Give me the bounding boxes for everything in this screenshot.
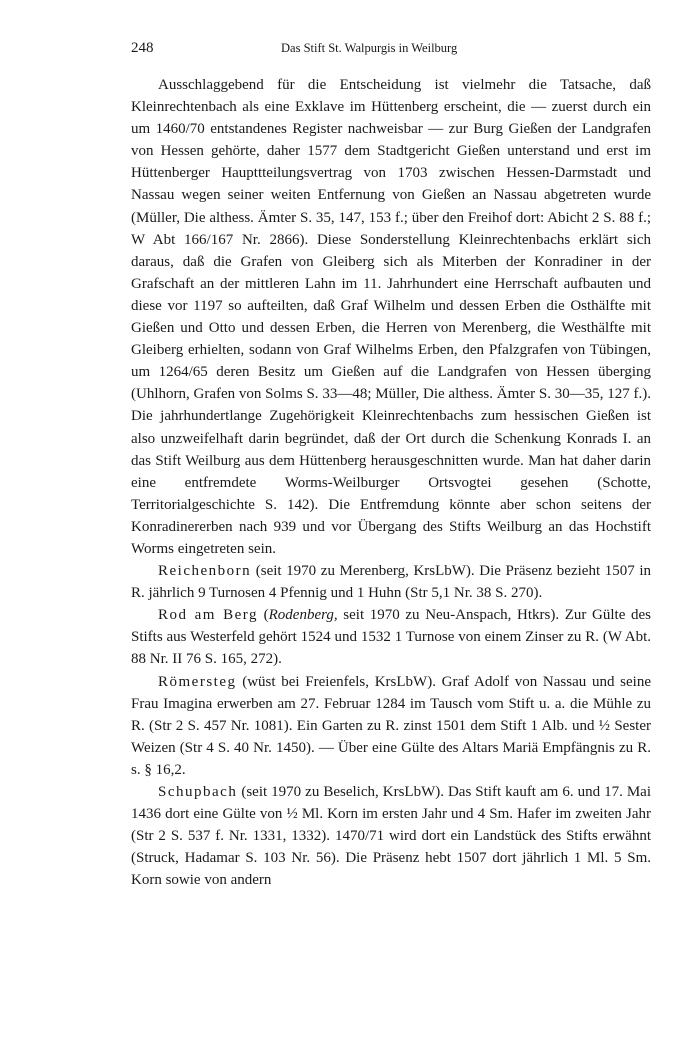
entry-roemersteg	[131, 671, 651, 781]
entry-text-prefix: (	[258, 607, 269, 624]
book-page	[131, 40, 651, 891]
entry-text: (wüst bei Freienfels, KrsLbW). Graf Adolf von Nassau und seine Frau Imagina erwerben am 27. Februar 1284 im Tausch vom Stift u. a. die Mühle zu R. (Str 2 S. 457 Nr. 1081). Ein Garten zu R. zinst 1501 dem Stift 1 Alb. und ½ Sester Weizen (Str 4 S. 40 Nr. 1450). — Über eine Gülte des Altars Mariä Empfängnis zu R. s. § 16,2.	[131, 673, 651, 778]
place-name: Rod am Berg	[158, 607, 258, 624]
entry-reichenborn	[131, 560, 651, 604]
entry-text: (seit 1970 zu Merenberg, KrsLbW). Die Präsenz bezieht 1507 in R. jährlich 9 Turnosen 4 Pfennig und 1 Huhn (Str 5,1 Nr. 38 S. 270).	[131, 563, 651, 602]
page-number: 248	[131, 40, 154, 56]
running-title: Das Stift St. Walpurgis in Weilburg	[281, 41, 458, 55]
page-header	[131, 40, 651, 68]
paragraph-text: Ausschlaggebend für die Entscheidung ist vielmehr die Tatsache, daß Kleinrechtenbach als eine Exklave im Hüttenberg erscheint, die — zuerst durch ein um 1460/70 entstandenes Register nachweisbar — zur Burg Gießen der Landgrafen von Hessen gehörte, daher 1577 dem Stadtgericht Gießen unterstand und erst im Hüttenberger Haupttteilungsvertrag von 1703 zwischen Hessen-Darmstadt und Nassau wegen seiner weiten Entfernung von Gießen an Nassau abgetreten wurde (Müller, Die althess. Ämter S. 35, 147, 153 f.; über den Freihof dort: Abicht 2 S. 88 f.; W Abt 166/167 Nr. 2866). Diese Sonderstellung Kleinrechtenbachs erklärt sich daraus, daß die Grafen von Gleiberg sich als Miterben der Konradiner in der Grafschaft an der mittleren Lahn im 11. Jahrhundert eine Herrschaft aufbauten und diese vor 1197 so aufteilten, daß Graf Wilhelm und dessen Erben die Osthälfte mit Gießen und Otto und dessen Erben, die Herren von Merenberg, die Westhälfte mit Gleiberg erhielten, sodann von Graf Wilhelms Erben, den Pfalzgrafen von Tübingen, um 1264/65 deren Besitz um Gießen auf die Landgrafen von Hessen überging (Uhlhorn, Grafen von Solms S. 33—48; Müller, Die althess. Ämter S. 30—35, 127 f.). Die jahrhundertlange Zugehörigkeit Kleinrechtenbachs zum hessischen Gießen ist also unzweifelhaft darin begründet, daß der Ort durch die Schenkung Konrads I. an das Stift Weilburg aus dem Hüttenberg herausgeschnitten wurde. Man hat daher darin eine entfremdete Worms-Weilburger Ortsvogtei gesehen (Schotte, Territorialgeschichte S. 142). Die Entfremdung könnte aber schon seitens der Konradinererben nach 939 und vor Übergang des Stifts Weilburg an das Hochstift Worms eingetreten sein.	[131, 77, 651, 557]
entry-rod-am-berg	[131, 604, 651, 670]
entry-text: (seit 1970 zu Beselich, KrsLbW). Das Stift kauft am 6. und 17. Mai 1436 dort eine Gülte von ½ Ml. Korn im ersten Jahr und 4 Sm. Hafer im zweiten Jahr (Str 2 S. 537 f. Nr. 1331, 1332). 1470/71 wird dort ein Landstück des Stifts erwähnt (Struck, Hadamar S. 103 Nr. 56). Die Präsenz hebt 1507 dort jährlich 1 Ml. 5 Sm. Korn sowie von andern	[131, 784, 651, 889]
historical-name: Rodenberg,	[268, 607, 338, 624]
entry-text: seit 1970 zu Neu-Anspach, Htkrs). Zur Gülte des Stifts aus Westerfeld gehört 1524 und 1532 1 Turnose von einem Zinser zu R. (W Abt. 88 Nr. II 76 S. 165, 272).	[131, 607, 652, 668]
paragraph-kleinrechtenbach	[131, 74, 651, 560]
place-name: Römersteg	[158, 673, 237, 690]
place-name: Schupbach	[158, 784, 238, 800]
entry-schupbach	[131, 781, 651, 891]
body-text	[131, 74, 651, 891]
place-name: Reichenborn	[158, 563, 252, 580]
